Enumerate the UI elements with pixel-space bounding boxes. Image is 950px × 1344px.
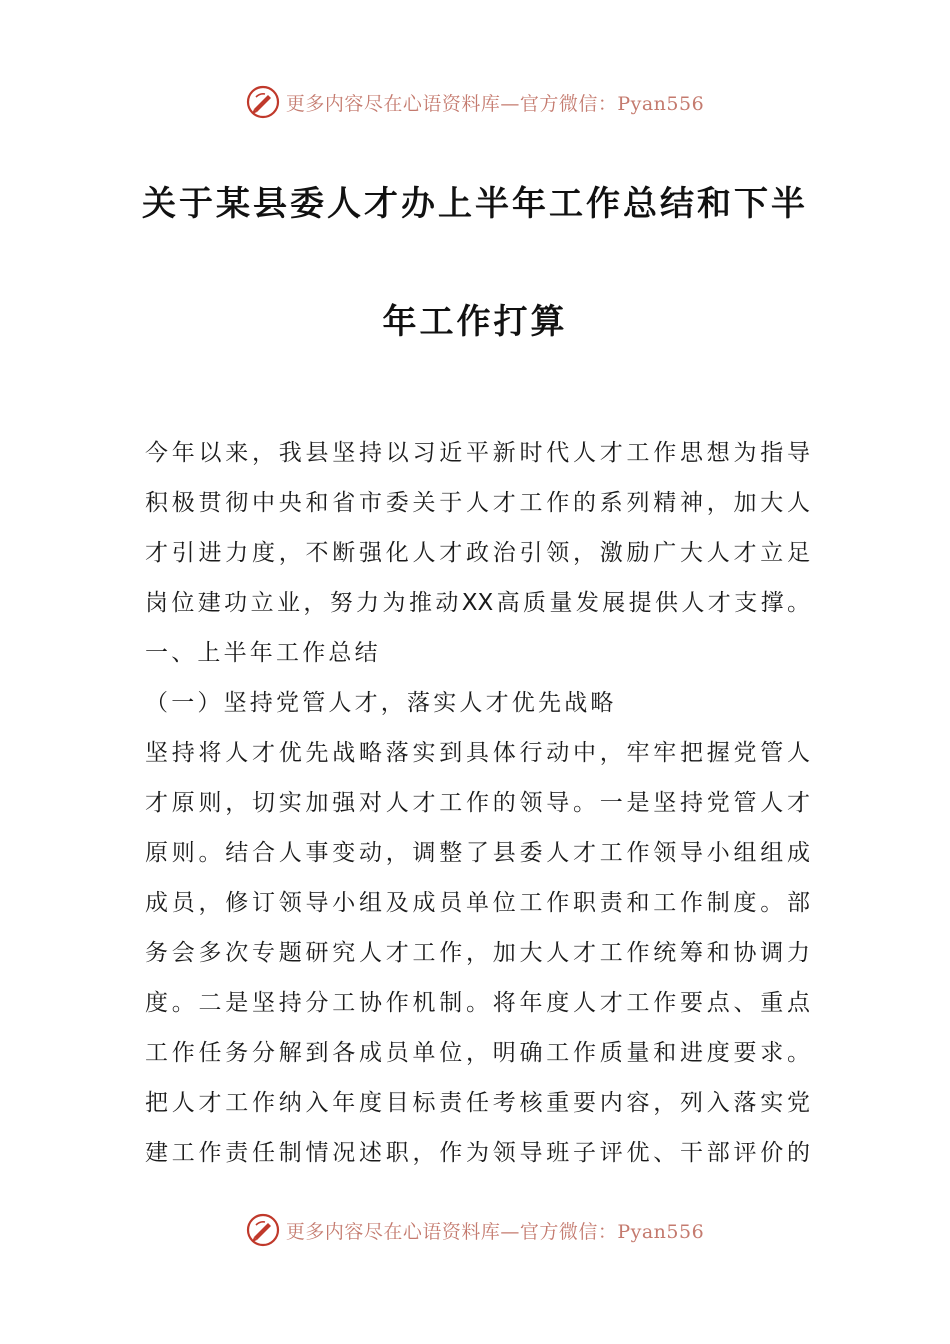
body-line: 才原则，切实加强对人才工作的领导。一是坚持党管人才 [145,790,810,816]
pen-logo-icon [246,85,280,119]
watermark-text: 更多内容尽在心语资料库—官方微信：Pyan556 [285,1220,705,1243]
subsection-heading: （一）坚持党管人才，落实人才优先战略 [145,690,617,716]
watermark-header [0,82,950,122]
body-line: 才引进力度，不断强化人才政治引领，激励广大人才立足 [145,540,810,566]
document-title-line-2: 年工作打算 [382,302,568,342]
watermark-text: 更多内容尽在心语资料库—官方微信：Pyan556 [285,92,705,115]
body-line: 今年以来，我县坚持以习近平新时代人才工作思想为指导 [145,440,810,466]
document-body [145,428,810,1178]
section-heading: 一、上半年工作总结 [145,640,381,666]
body-line: 成员，修订领导小组及成员单位工作职责和工作制度。部 [145,890,810,916]
watermark-footer [0,1210,950,1250]
body-line: 工作任务分解到各成员单位，明确工作质量和进度要求。 [145,1040,810,1066]
body-line: 岗位建功立业，努力为推动XX高质量发展提供人才支撑。 [145,590,810,616]
body-line: 坚持将人才优先战略落实到具体行动中，牢牢把握党管人 [145,740,810,766]
body-line: 原则。结合人事变动，调整了县委人才工作领导小组组成 [145,840,810,866]
document-title-line-1: 关于某县委人才办上半年工作总结和下半 [142,184,808,224]
body-line: 积极贯彻中央和省市委关于人才工作的系列精神，加大人 [145,490,810,516]
body-line: 度。二是坚持分工协作机制。将年度人才工作要点、重点 [145,990,810,1016]
body-line: 建工作责任制情况述职，作为领导班子评优、干部评价的 [145,1140,810,1166]
body-line: 务会多次专题研究人才工作，加大人才工作统筹和协调力 [145,940,810,966]
pen-logo-icon [246,1213,280,1247]
body-line: 把人才工作纳入年度目标责任考核重要内容，列入落实党 [145,1090,810,1116]
